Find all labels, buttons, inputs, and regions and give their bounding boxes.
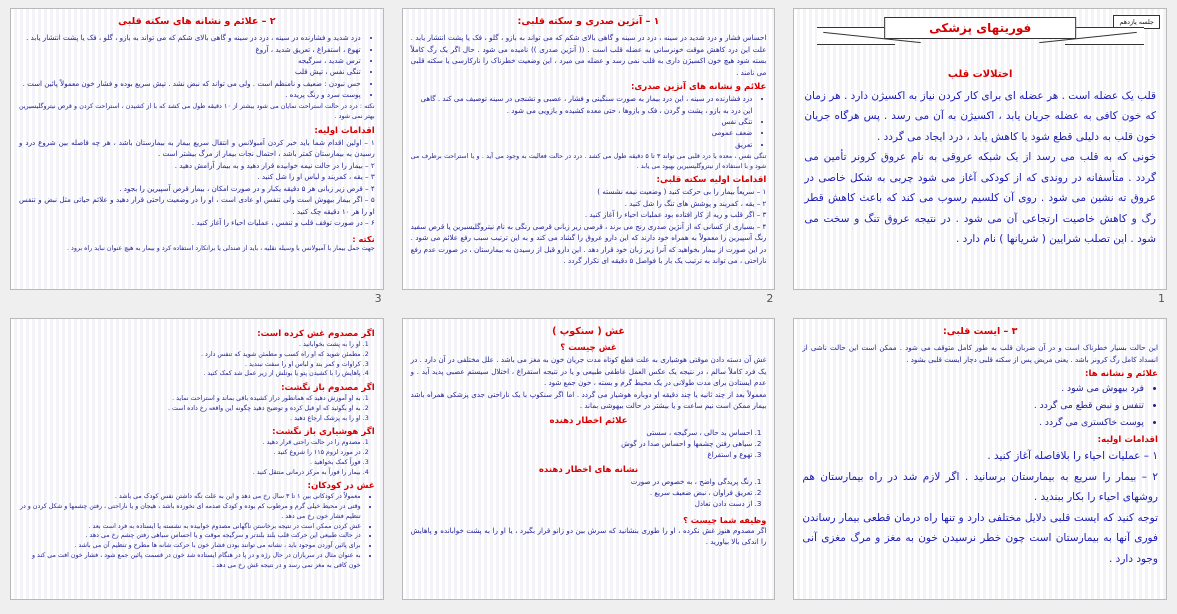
slide-3-action-5: ۵ – اگر بیمار بیهوش است ولی تنفس او عادی است ، او را در وضعیت راحتی قرار دهید و علائم حیاتی مثل نبض و تنفس او را هر ۱۰ دقیقه چک کنید . [19, 195, 375, 216]
slide-3-action-6: ۶ – در صورت توقف قلب و تنفس ، عملیات احیاء را آغاز کنید . [191, 218, 375, 228]
slide-5-sub-2: علائم اخطار دهنده [549, 415, 628, 426]
list-item: • تعریق [411, 139, 753, 150]
slide-4[interactable] [793, 318, 1167, 600]
slide-4-content [794, 319, 1166, 573]
slide-5-warning-signs [411, 476, 767, 510]
slide-2-action-3: ۳ – اگر قلب و ریه از کار افتاده بود عملیات احیاء را آغاز کنید . [584, 210, 767, 220]
list-item: • ترس شدید ، سرگیجه [19, 55, 361, 66]
slide-5-paragraph-1: غش آن دسته دادن موقتی هوشیاری به علت قطع کوتاه مدت جریان خون به مغز می باشد . علل مختلفی در آن دارد . در یک فرد کاملاً سالم ، در نتیجه یک عکس العمل عاطفی طبیعی و یا در نتیجه استفراغ ، اختلال سیستم عصبی پدید آید . و عدم ایستادن برای مدت طولانی در یک محیط گرم و بسته ، خون جمع شود . [410, 355, 767, 388]
slide-number-3: 3 [374, 292, 382, 305]
list-item: 3. او را به پزشک ارجاع دهید . [19, 414, 361, 424]
slide-1[interactable] [793, 8, 1167, 290]
slide-1-heading: اختلالات قلب [947, 69, 1013, 80]
list-item: 3. فوراً کمک بخواهید . [19, 458, 361, 468]
slide-5-title: غش ( سنکوپ ) [552, 326, 625, 337]
slide-6-group-1-list [19, 340, 375, 379]
slide-3-note-text: جهت حمل بیمار با آمبولانس با وسیله نقلیه ، باید از صندلی یا برانکارد استفاده کرد و بیمار به هیچ عنوان نباید راه برود . [67, 244, 375, 252]
list-item: 3. از دست دادن تعادل [411, 498, 753, 509]
slide-5-content [403, 319, 775, 552]
list-item: • در حالت طبیعی این حرکت قلب بلند بلندتر و سرگیجه موقت و یا احساس سیاهی رفتن چشم رخ می دهد . [19, 531, 361, 541]
list-item: • ضعف عمومی [411, 127, 753, 138]
slide-3-sub: اقدامات اولیه: [314, 125, 375, 136]
slide-4-action-3: توجه کنید که ایست قلبی دلایل مختلفی دارد و تنها راه درمان قطعی بیمار رساندن فوری آنها به بیمارستان است چون خطر نرسیدن خون به مغز و مرگ مغزی آنی وجود دارد . [802, 511, 1158, 565]
list-item: 2. تعریق فراوان ، نبض ضعیف سریع . [411, 487, 753, 498]
slide-6-group-3-list [19, 438, 375, 477]
list-item: • حس نبودن : ضعیف و نامنظم است . ولی می تواند که نبض نشد . تپش سریع بوده و فشار خون معمولاً پائین است . [19, 78, 361, 89]
slide-4-action-1: ۱ – عملیات احیاء را بلافاصله آغاز کنید . [987, 450, 1158, 463]
slide-number-2: 2 [766, 292, 774, 305]
slide-5-paragraph-2: معمولاً بعد از چند ثانیه یا چند دقیقه او دوباره هوشیار می گردد . اما اگر سنکوپ با یک ناراحتی جدی پزشکی همراه باشد بیمار ممکن است نیم ساعت و یا بیشتر در حالت بیهوشی بماند . [410, 389, 767, 411]
slide-cell-2 [402, 8, 776, 304]
title-banner [817, 13, 1144, 55]
list-item: • فرد بیهوش می شود . [802, 380, 1144, 397]
slide-number-1: 1 [1158, 292, 1165, 305]
slide-6-sub-4: غش در کودکان: [307, 481, 375, 492]
slide-2-content [403, 9, 775, 271]
list-item: • پوست خاکستری می گردد . [802, 414, 1144, 431]
slide-3-note-label: نکته : [352, 233, 375, 244]
slide-2[interactable] [402, 8, 776, 290]
slide-2-title: ۱ – آنژین صدری و سکته قلبی: [517, 16, 660, 27]
slide-2-sub-2: اقدامات اولیه سکته قلبی: [656, 175, 767, 186]
slide-cell-5 [402, 318, 776, 614]
slide-6-sub-3: اگر هوشیاری باز نگشت: [272, 427, 375, 438]
slide-3[interactable] [10, 8, 384, 290]
list-item: 1. مصدوم را در حالت راحتی قرار دهید . [19, 438, 361, 448]
slide-4-sub-2: اقدامات اولیه: [1097, 435, 1158, 446]
slide-6-group-4-list [19, 492, 375, 570]
slide-5[interactable] [402, 318, 776, 600]
slide-cell-4 [793, 318, 1167, 614]
slide-4-sub-1: علائم و نشانه ها: [1085, 369, 1158, 380]
slide-6-sub-2: اگر مصدوم باز نگشت: [281, 383, 375, 393]
slide-5-sub-3: نشانه های اخطار دهنده [538, 464, 639, 475]
slide-5-warning-symptoms [411, 427, 767, 461]
list-item: 1. به او آموزش دهید که همانطور دراز کشیده باقی بماند و استراحت نماید . [19, 394, 361, 404]
list-item: • تنفس و نبض قطع می گردد . [802, 397, 1144, 414]
list-item: 4. بیمار را فوراً به مرکز درمانی منتقل کنید . [19, 468, 361, 478]
slide-3-title: ۲ – علائم و نشانه های سکته قلبی [118, 16, 276, 27]
slide-cell-3 [10, 8, 384, 304]
list-item: 3. کراوات و کمر بند و لباس او را سفت نبندید . [19, 360, 361, 370]
slide-3-content [11, 9, 383, 257]
list-item: • معمولاً در کودکانی بین ۱ تا ۳ سال رخ می دهد و این به علت نگه داشتن نفس کودک می باشد . [19, 492, 361, 502]
list-item: 1. رنگ پریدگی واضح ، به خصوص در صورت [411, 476, 753, 487]
list-item: • برای پائین آوردن موجود باید ، نشانه می توانند بودن فشار خون با حرکت شانه ها مطرح و تنظیم آن می باشد . [19, 541, 361, 551]
slide-3-action-3: ۳ – یقه ، کمربند و لباس او را شل کنید . [257, 172, 375, 182]
list-item: • پوست سرد و رنگ پریده . [19, 89, 361, 100]
list-item: • به عنوان مثال در سربازان در حال رژه و در پا در هنگام ایستاده شد خون در قسمت پائین جمع شود ، فشار خون افت می کند و خون کافی به مغز نمی رسد و در نتیجه غش رخ می دهد . [19, 551, 361, 571]
slide-2-sub-1: علائم و نشانه های آنژین صدری: [630, 82, 767, 93]
slide-3-action-1: ۱ – اولین اقدام شما باید خبر کردن آمبولانس و انتقال سریع بیمار به بیمارستان باشد ، هر چه فاصله بین شروع درد و رسیدن به بیمارستان کمتر باشد ، احتمال نجات بیمار از مرگ بیشتر است . [19, 137, 375, 159]
slide-3-bullet-note: نکته : درد در حالت استراحت نمایان می شود بیشتر از ۱۰ دقیقه طول می کشد که با از کشیدن ، استراحت کردن و قرص نیتروگلیسیرین بهتر نمی شود . [19, 103, 375, 121]
slide-cell-1 [793, 8, 1167, 304]
list-item: • تنگی نفس ، تپش قلب [19, 66, 361, 77]
session-badge: جلسه یازدهم [1113, 15, 1160, 29]
list-item: 4. پاهایش را با کشیدن پتو یا بوتلش از زیر عمل شد کمک کنید . [19, 369, 361, 379]
list-item: 2. در مورد لزوم ۱۱۵ را شروع کنید . [19, 448, 361, 458]
slide-5-sub-1: غش چیست ؟ [560, 343, 617, 354]
list-item: • تنگی نفس [411, 116, 753, 127]
slide-3-action-2: ۲ – بیمار را در حالت نیمه خوابیده قرار دهید و به بیمار آرامش دهید . [174, 160, 375, 170]
list-item: 2. سیاهی رفتن چشمها و احساس صدا در گوش [411, 438, 753, 449]
slide-3-bullets [19, 32, 375, 100]
list-item: • غش کردن ممکن است در نتیجه برخاستن ناگهانی مصدوم خوابیده به نشسته یا ایستاده به فرد است بعد . [19, 522, 361, 532]
slide-1-content [794, 57, 1166, 250]
banner-title: فوریتهای پزشکی [884, 17, 1076, 39]
slide-6-group-2-list [19, 394, 375, 423]
slide-4-title: ۳ – ایست قلبی: [942, 326, 1018, 337]
slide-5-question-label: وظیفه شما چیست ؟ [683, 514, 767, 525]
slide-2-signs-list [411, 93, 767, 150]
list-item: 1. احساس بد حالی ، سرگیجه ، سستی [411, 427, 753, 438]
slide-grid [10, 8, 1167, 606]
slide-cell-6 [10, 318, 384, 614]
slide-2-action-4: ۴ – بسیاری از کسانی که از آنژین صدری رنج می برند ، قرصی زیر زبانی قرصی رنگی به نام نیتروگلیسیرین یا قرص سفید رنگ آسپیرین را معمولاً به همراه خود دارند که این دارو عروق را گشاد می کند و به این ترتیب سبب رفع علائم می شود . در این صورت از بیمار بخواهید که آنرا زیر زبان خود قرار دهد . این دارو قبل از رسیدن به بیمارستان ، در صورت عدم رفع ناراحتی ، می تواند به ترتیب یک بار با فواصل ۵ دقیقه ای تکرار گردد . [410, 221, 767, 266]
slide-6-sub-1: اگر مصدوم غش کرده است: [257, 329, 375, 339]
slide-2-action-2: ۲ – یقه ، کمربند و پوشش های تنگ را شل کنید . [624, 198, 767, 208]
list-item: 1. او را به پشت بخوابانید . [19, 340, 361, 350]
slide-4-intro: این حالت بسیار خطرناک است و در آن ضربان قلب به طور کامل متوقف می شود . ممکن است این حالت ناشی از انسداد کامل رگ کرونر باشد . یعنی مریض پس از سکته قلبی دچار ایست قلبی بشود . [802, 343, 1158, 364]
slide-4-action-2: ۲ – بیمار را سریع به بیمارستان برسانید . اگر لازم شد در راه بیمارستان هم روشهای احیاء را بکار ببندید . [802, 470, 1158, 504]
list-item: • وقتی در محیط خیلی گرم و مرطوب کم بوده و کودک صدمه ای نخورده باشد ، هیجان و یا ناراحتی ، رفتن چشمها و شکل کردن و در تنظیم فشار خون رخ می دهد . [19, 502, 361, 522]
slide-1-paragraph-1: قلب یک عضله است . هر عضله ای برای کار کردن نیاز به اکسیژن دارد . هر زمان که خون کافی به عضله جریان یابد ، اکسیژن به آن می رسد . پس هرگاه جریان خون قلب به دلیلی قطع شود یا کاهش یابد ، درد ایجاد می گردد . [804, 90, 1156, 143]
slide-6[interactable] [10, 318, 384, 600]
list-item: 2. مطمئن شوید که او راه کسب و مطمئن شوید که تنفس دارد . [19, 350, 361, 360]
list-item: • تهوع ، استفراغ ، تعریق شدید ، آروغ [19, 44, 361, 55]
slide-1-paragraph-2: خونی که به قلب می رسد از یک شبکه عروقی به نام عروق کرونر تأمین می گردد . متأسفانه در روندی که از کودکی آغاز می شود چربی به شکل خاصی در عروق ته نشین می شود . روی آن کلسیم رسوب می کند که باعث کاهش قطر رگ و کاهش خاصیت ارتجاعی آن می شود . در نتیجه عروق تنگ و سخت می شود . این تصلب شرایین ( شریانها ) نام دارد . [804, 151, 1156, 246]
slide-3-action-4: ۴ – قرص زیر زبانی هر ۵ دقیقه یکبار و در صورت امکان ، بیمار قرص آسپیرین را بجود . [119, 183, 375, 193]
slide-5-question-text: اگر مصدوم هنوز غش نکرده ، او را طوری بنشانید که سرش بین دو زانو قرار بگیرد ، یا او را به پشت خوابانده و پاهایش را اندکی بالا بیاورید . [410, 525, 767, 547]
slide-2-intro: احساس فشار و درد شدید در سینه ، درد در سینه و گاهی بالای شکم که می تواند به بازو ، گلو ، فک یا پشت انتشار یابد . علت این درد کاهش موقت خونرسانی به عضله قلب است . (( آنژین صدری )) نامیده می شود . حال اگر یک رگ کاملاً بسته شود هیچ خون اکسیژن داری به قلب نمی رسد و عضله می میرد ، این وضعیت خطرناک را نارکارسی یا سکته قلبی می نامند . [410, 33, 767, 77]
list-item: 3. تهوع و استفراغ [411, 449, 753, 460]
slide-2-action-1: ۱ – سریعاً بیمار را بی حرکت کنید ( وضعیت نیمه نشسته ) [597, 187, 767, 197]
slide-6-content [11, 319, 383, 576]
list-item: • درد فشارنده در سینه ، این درد بیمار به صورت سنگینی و فشار ، عصبی و تشنجی در سینه توصیف می کند . گاهی این درد به بازو ، پشت و گردن ، فک و بازوها ، حتی معده کشیده و بازویی می شود . [411, 93, 753, 116]
list-item: 2. به او بگوئید که او قبل کرده و توضیح دهید چگونه این واقعه رخ داده است . [19, 404, 361, 414]
list-item: • درد شدید و فشارنده در سینه ، درد در سینه و گاهی بالای شکم که می تواند به بازو ، گلو ، فک یا پشت انتشار یابد . [19, 32, 361, 43]
slide-2-signs-note: تنگی نفس ، معده یا درد قلبی می تواند ۳ تا ۵ دقیقه طول می کشد . درد در حالت فعالیت به وجود می آید . و با استراحت برطرف می شود و با استفاده از نیتروگلیسیرین بهبود می یابد . [410, 152, 767, 170]
slide-4-signs [802, 380, 1158, 431]
